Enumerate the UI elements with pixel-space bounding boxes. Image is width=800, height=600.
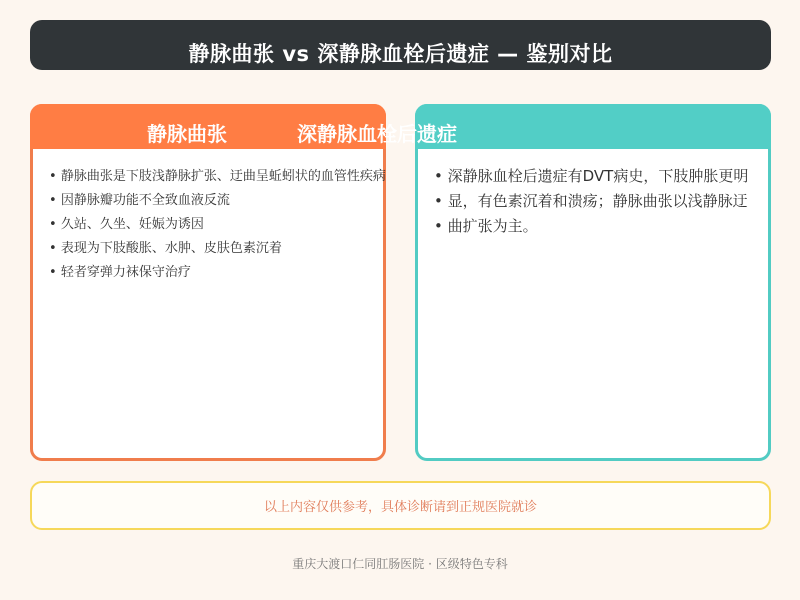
dvt-sequelae-list: [434, 164, 768, 239]
list-item: • 久站、久坐、妊娠为诱因: [49, 213, 419, 237]
list-item: • 深静脉血栓后遗症有DVT病史，下肢肿胀更明: [434, 164, 768, 189]
dvt-sequelae-card: [415, 104, 771, 461]
list-item: • 轻者穿弹力袜保守治疗: [49, 261, 419, 285]
dvt-sequelae-card-header: [415, 104, 771, 149]
varicose-card-title: 静脉曲张: [147, 122, 227, 146]
disclaimer-box: [30, 481, 771, 530]
list-item: • 曲扩张为主。: [434, 214, 768, 239]
dvt-sequelae-card-title: 深静脉血栓后遗症: [297, 122, 457, 146]
varicose-list: [49, 165, 419, 285]
page-title: 静脉曲张 vs 深静脉血栓后遗症 — 鉴别对比: [188, 42, 613, 66]
list-item: • 显，有色素沉着和溃疡；静脉曲张以浅静脉迂: [434, 189, 768, 214]
title-bar: [30, 20, 771, 70]
disclaimer-text: 以上内容仅供参考，具体诊断请到正规医院就诊: [263, 500, 537, 515]
list-item: • 表现为下肢酸胀、水肿、皮肤色素沉着: [49, 237, 419, 261]
footer-text: 重庆大渡口仁同肛肠医院 · 区级特色专科: [292, 557, 508, 571]
list-item: • 静脉曲张是下肢浅静脉扩张、迂曲呈蚯蚓状的血管性疾病: [49, 165, 419, 189]
list-item: • 因静脉瓣功能不全致血液反流: [49, 189, 419, 213]
